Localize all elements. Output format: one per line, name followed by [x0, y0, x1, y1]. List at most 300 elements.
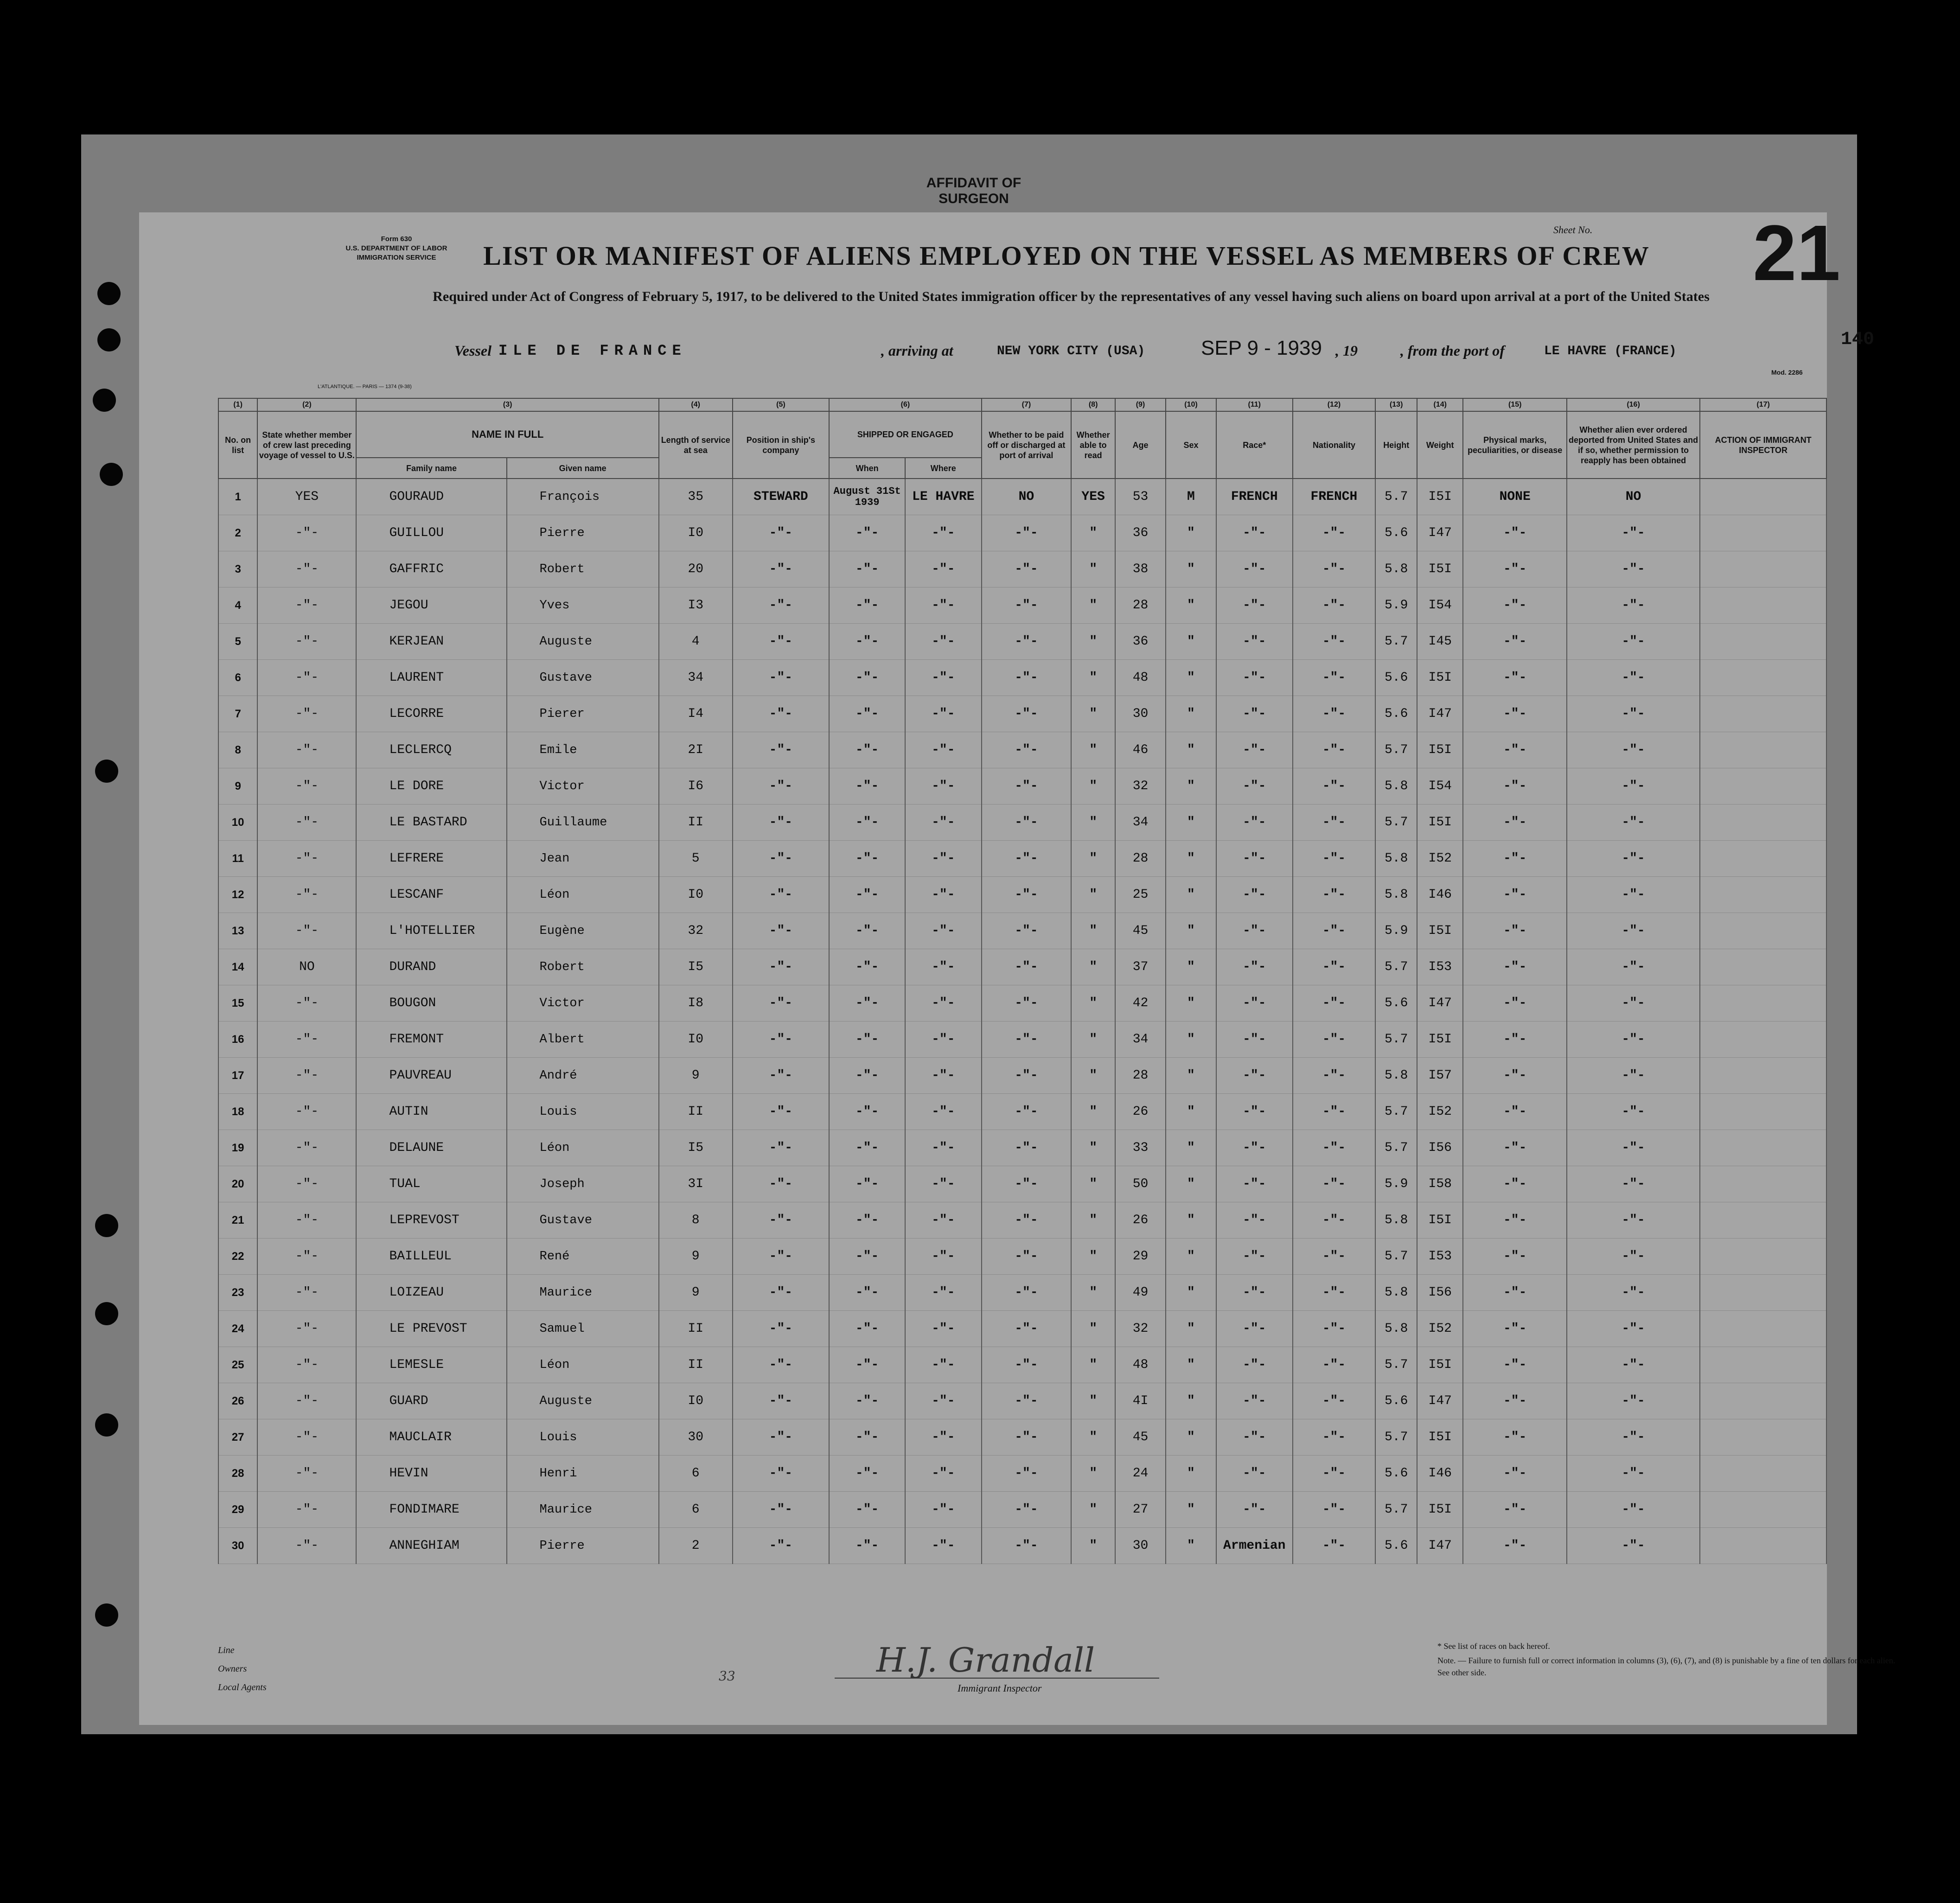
physical-marks-cell: -"- [1463, 588, 1566, 624]
service-length-cell: 6 [659, 1492, 733, 1528]
family-name-cell: LOIZEAU [356, 1275, 506, 1311]
physical-marks-cell: -"- [1463, 913, 1566, 949]
physical-marks-cell: -"- [1463, 1166, 1566, 1202]
inspector-action-cell [1700, 913, 1826, 949]
engaged-where-cell: -"- [905, 805, 982, 841]
physical-marks-cell: -"- [1463, 696, 1566, 732]
race-cell: -"- [1216, 1456, 1293, 1492]
position-cell: -"- [733, 1383, 830, 1419]
colnum-15: (15) [1463, 398, 1566, 411]
height-cell: 5.7 [1375, 624, 1417, 660]
race-cell: -"- [1216, 877, 1293, 913]
weight-cell: I47 [1417, 515, 1463, 551]
header-given-name: Given name [507, 458, 659, 479]
age-cell: 30 [1115, 696, 1166, 732]
deported-cell: -"- [1567, 841, 1700, 877]
sex-cell: " [1166, 841, 1216, 877]
previous-voyage-cell: -"- [257, 1239, 356, 1275]
list-no-cell: 16 [218, 1022, 257, 1058]
position-cell: -"- [733, 877, 830, 913]
deported-cell: -"- [1567, 660, 1700, 696]
nationality-cell: -"- [1293, 877, 1376, 913]
given-name-cell: Maurice [507, 1492, 659, 1528]
list-no-cell: 20 [218, 1166, 257, 1202]
paid-off-cell: NO [982, 479, 1072, 515]
model-number: Mod. 2286 [1771, 369, 1803, 376]
nationality-cell: -"- [1293, 1022, 1376, 1058]
list-no-cell: 8 [218, 732, 257, 768]
height-cell: 5.9 [1375, 588, 1417, 624]
family-name-cell: BOUGON [356, 985, 506, 1022]
height-cell: 5.8 [1375, 877, 1417, 913]
paid-off-cell: -"- [982, 515, 1072, 551]
table-row [218, 696, 1826, 732]
height-cell: 5.7 [1375, 1130, 1417, 1166]
position-cell: -"- [733, 696, 830, 732]
paid-off-cell: -"- [982, 1383, 1072, 1419]
engaged-when-cell: -"- [829, 1383, 905, 1419]
year-label: , 19 [1335, 342, 1358, 359]
age-cell: 29 [1115, 1239, 1166, 1275]
service-length-cell: I8 [659, 985, 733, 1022]
race-cell: -"- [1216, 696, 1293, 732]
family-name-cell: LEFRERE [356, 841, 506, 877]
sex-cell: " [1166, 551, 1216, 588]
able-to-read-cell: " [1071, 1239, 1115, 1275]
inspector-action-cell [1700, 696, 1826, 732]
physical-marks-cell: -"- [1463, 877, 1566, 913]
age-cell: 25 [1115, 877, 1166, 913]
table-row [218, 985, 1826, 1022]
age-cell: 28 [1115, 841, 1166, 877]
given-name-cell: André [507, 1058, 659, 1094]
physical-marks-cell: -"- [1463, 515, 1566, 551]
given-name-cell: Léon [507, 1347, 659, 1383]
inspector-action-cell [1700, 805, 1826, 841]
table-row [218, 1239, 1826, 1275]
inspector-action-cell [1700, 732, 1826, 768]
service-length-cell: 30 [659, 1419, 733, 1456]
engaged-where-cell: -"- [905, 660, 982, 696]
age-cell: 32 [1115, 1311, 1166, 1347]
table-row [218, 732, 1826, 768]
sex-cell: " [1166, 732, 1216, 768]
nationality-cell: -"- [1293, 624, 1376, 660]
nationality-cell: -"- [1293, 1094, 1376, 1130]
height-cell: 5.6 [1375, 696, 1417, 732]
sex-cell: " [1166, 1202, 1216, 1239]
nationality-cell: -"- [1293, 1275, 1376, 1311]
age-cell: 53 [1115, 479, 1166, 515]
height-cell: 5.7 [1375, 479, 1417, 515]
age-cell: 30 [1115, 1528, 1166, 1564]
inspector-action-cell [1700, 1311, 1826, 1347]
sex-cell: " [1166, 1419, 1216, 1456]
paid-off-cell: -"- [982, 1311, 1072, 1347]
sex-cell: M [1166, 479, 1216, 515]
previous-voyage-cell: -"- [257, 1094, 356, 1130]
engaged-where-cell: -"- [905, 624, 982, 660]
table-row [218, 660, 1826, 696]
punch-hole [100, 463, 123, 486]
weight-cell: I5I [1417, 1419, 1463, 1456]
able-to-read-cell: " [1071, 1130, 1115, 1166]
paid-off-cell: -"- [982, 1528, 1072, 1564]
engaged-where-cell: -"- [905, 985, 982, 1022]
position-cell: -"- [733, 1456, 830, 1492]
sex-cell: " [1166, 515, 1216, 551]
column-header-row [218, 411, 1826, 458]
inspector-action-cell [1700, 1275, 1826, 1311]
given-name-cell: Pierre [507, 515, 659, 551]
deported-cell: -"- [1567, 1528, 1700, 1564]
nationality-cell: -"- [1293, 1347, 1376, 1383]
inspector-action-cell [1700, 1419, 1826, 1456]
engaged-where-cell: -"- [905, 1022, 982, 1058]
handwritten-number: 33 [719, 1668, 735, 1684]
engaged-where-cell: -"- [905, 588, 982, 624]
deported-cell: -"- [1567, 1058, 1700, 1094]
deported-cell: -"- [1567, 913, 1700, 949]
engaged-where-cell: -"- [905, 1275, 982, 1311]
height-cell: 5.8 [1375, 1058, 1417, 1094]
colnum-3: (3) [356, 398, 658, 411]
paid-off-cell: -"- [982, 841, 1072, 877]
header-able-to-read: Whether able to read [1071, 411, 1115, 479]
able-to-read-cell: " [1071, 1202, 1115, 1239]
list-no-cell: 29 [218, 1492, 257, 1528]
service-length-cell: I3 [659, 588, 733, 624]
service-length-cell: 20 [659, 551, 733, 588]
engaged-when-cell: -"- [829, 1456, 905, 1492]
age-cell: 4I [1115, 1383, 1166, 1419]
weight-cell: I46 [1417, 877, 1463, 913]
table-row [218, 877, 1826, 913]
engaged-when-cell: -"- [829, 1094, 905, 1130]
engaged-when-cell: -"- [829, 768, 905, 805]
inspector-action-cell [1700, 1239, 1826, 1275]
weight-cell: I56 [1417, 1275, 1463, 1311]
race-cell: -"- [1216, 768, 1293, 805]
family-name-cell: AUTIN [356, 1094, 506, 1130]
height-cell: 5.8 [1375, 551, 1417, 588]
list-no-cell: 12 [218, 877, 257, 913]
weight-cell: I52 [1417, 841, 1463, 877]
age-cell: 28 [1115, 588, 1166, 624]
sex-cell: " [1166, 985, 1216, 1022]
crew-count: 140 [1841, 329, 1875, 350]
manifest-footer [218, 1631, 1896, 1715]
height-cell: 5.6 [1375, 985, 1417, 1022]
nationality-cell: -"- [1293, 768, 1376, 805]
position-cell: -"- [733, 1492, 830, 1528]
family-name-cell: ANNEGHIAM [356, 1528, 506, 1564]
colnum-9: (9) [1115, 398, 1166, 411]
race-cell: -"- [1216, 1202, 1293, 1239]
nationality-cell: -"- [1293, 949, 1376, 985]
engaged-when-cell: -"- [829, 985, 905, 1022]
engaged-where-cell: -"- [905, 1094, 982, 1130]
able-to-read-cell: " [1071, 1058, 1115, 1094]
family-name-cell: LEPREVOST [356, 1202, 506, 1239]
engaged-where-cell: -"- [905, 1419, 982, 1456]
weight-cell: I47 [1417, 696, 1463, 732]
inspector-action-cell [1700, 768, 1826, 805]
given-name-cell: Pierre [507, 1528, 659, 1564]
previous-voyage-cell: -"- [257, 1130, 356, 1166]
given-name-cell: Louis [507, 1094, 659, 1130]
table-row [218, 624, 1826, 660]
previous-voyage-cell: -"- [257, 624, 356, 660]
sex-cell: " [1166, 949, 1216, 985]
age-cell: 49 [1115, 1275, 1166, 1311]
physical-marks-cell: -"- [1463, 624, 1566, 660]
family-name-cell: GOURAUD [356, 479, 506, 515]
punch-hole [95, 1214, 118, 1237]
deported-cell: -"- [1567, 1347, 1700, 1383]
family-name-cell: L'HOTELLIER [356, 913, 506, 949]
service-length-cell: I0 [659, 515, 733, 551]
header-nationality: Nationality [1293, 411, 1376, 479]
position-cell: -"- [733, 1166, 830, 1202]
service-length-cell: 2 [659, 1528, 733, 1564]
service-length-cell: I0 [659, 877, 733, 913]
family-name-cell: TUAL [356, 1166, 506, 1202]
age-cell: 34 [1115, 1022, 1166, 1058]
paid-off-cell: -"- [982, 1492, 1072, 1528]
position-cell: -"- [733, 985, 830, 1022]
table-row [218, 913, 1826, 949]
service-length-cell: II [659, 1347, 733, 1383]
position-cell: -"- [733, 1275, 830, 1311]
list-no-cell: 4 [218, 588, 257, 624]
position-cell: -"- [733, 1022, 830, 1058]
vessel-row [454, 329, 1875, 365]
family-name-cell: FONDIMARE [356, 1492, 506, 1528]
header-family-name: Family name [356, 458, 506, 479]
engaged-where-cell: -"- [905, 515, 982, 551]
inspector-action-cell [1700, 841, 1826, 877]
weight-cell: I5I [1417, 551, 1463, 588]
list-no-cell: 7 [218, 696, 257, 732]
table-row [218, 1094, 1826, 1130]
height-cell: 5.8 [1375, 1311, 1417, 1347]
race-cell: -"- [1216, 1239, 1293, 1275]
table-row [218, 1419, 1826, 1456]
sex-cell: " [1166, 588, 1216, 624]
given-name-cell: René [507, 1239, 659, 1275]
position-cell: -"- [733, 1094, 830, 1130]
given-name-cell: Robert [507, 949, 659, 985]
manifest-rows [218, 479, 1826, 1564]
position-cell: -"- [733, 1347, 830, 1383]
height-cell: 5.7 [1375, 949, 1417, 985]
engaged-when-cell: -"- [829, 732, 905, 768]
given-name-cell: Guillaume [507, 805, 659, 841]
physical-marks-cell: -"- [1463, 1202, 1566, 1239]
physical-marks-cell: -"- [1463, 1419, 1566, 1456]
age-cell: 26 [1115, 1094, 1166, 1130]
previous-voyage-cell: -"- [257, 660, 356, 696]
inspector-action-cell [1700, 1022, 1826, 1058]
weight-cell: I5I [1417, 660, 1463, 696]
nationality-cell: -"- [1293, 1058, 1376, 1094]
sex-cell: " [1166, 696, 1216, 732]
sex-cell: " [1166, 805, 1216, 841]
table-row [218, 588, 1826, 624]
able-to-read-cell: " [1071, 588, 1115, 624]
table-row [218, 1456, 1826, 1492]
punch-hole [95, 1603, 118, 1627]
age-cell: 32 [1115, 768, 1166, 805]
position-cell: -"- [733, 805, 830, 841]
service-length-cell: 4 [659, 624, 733, 660]
sex-cell: " [1166, 1456, 1216, 1492]
sex-cell: " [1166, 1239, 1216, 1275]
nationality-cell: -"- [1293, 913, 1376, 949]
family-name-cell: JEGOU [356, 588, 506, 624]
list-no-cell: 22 [218, 1239, 257, 1275]
inspector-label: Immigrant Inspector [958, 1682, 1042, 1694]
list-no-cell: 11 [218, 841, 257, 877]
list-no-cell: 5 [218, 624, 257, 660]
table-row [218, 551, 1826, 588]
race-cell: -"- [1216, 1383, 1293, 1419]
position-cell: -"- [733, 624, 830, 660]
able-to-read-cell: " [1071, 660, 1115, 696]
list-no-cell: 23 [218, 1275, 257, 1311]
family-name-cell: LAURENT [356, 660, 506, 696]
given-name-cell: Yves [507, 588, 659, 624]
engaged-when-cell: -"- [829, 877, 905, 913]
list-no-cell: 26 [218, 1383, 257, 1419]
family-name-cell: LE BASTARD [356, 805, 506, 841]
able-to-read-cell: " [1071, 1094, 1115, 1130]
table-row [218, 1383, 1826, 1419]
colnum-5: (5) [733, 398, 830, 411]
punch-hole [93, 389, 116, 412]
position-cell: -"- [733, 1058, 830, 1094]
colnum-17: (17) [1700, 398, 1826, 411]
deported-cell: -"- [1567, 624, 1700, 660]
able-to-read-cell: " [1071, 1022, 1115, 1058]
weight-cell: I5I [1417, 479, 1463, 515]
engaged-where-cell: -"- [905, 1347, 982, 1383]
engaged-where-cell: -"- [905, 1492, 982, 1528]
punch-hole [95, 1413, 118, 1437]
service-length-cell: II [659, 805, 733, 841]
engaged-when-cell: -"- [829, 696, 905, 732]
engaged-where-cell: -"- [905, 1202, 982, 1239]
sex-cell: " [1166, 877, 1216, 913]
given-name-cell: Emile [507, 732, 659, 768]
engaged-where-cell: -"- [905, 1166, 982, 1202]
service-length-cell: I6 [659, 768, 733, 805]
previous-voyage-cell: -"- [257, 1347, 356, 1383]
able-to-read-cell: " [1071, 1275, 1115, 1311]
colnum-12: (12) [1293, 398, 1376, 411]
engaged-where-cell: -"- [905, 949, 982, 985]
paid-off-cell: -"- [982, 1022, 1072, 1058]
able-to-read-cell: " [1071, 1383, 1115, 1419]
engaged-when-cell: -"- [829, 1058, 905, 1094]
affidavit-label: AFFIDAVIT OF SURGEON [926, 175, 1021, 206]
engaged-where-cell: -"- [905, 551, 982, 588]
able-to-read-cell: " [1071, 1347, 1115, 1383]
height-cell: 5.6 [1375, 660, 1417, 696]
engaged-when-cell: -"- [829, 1311, 905, 1347]
previous-voyage-cell: -"- [257, 805, 356, 841]
header-sex: Sex [1166, 411, 1216, 479]
engaged-when-cell: -"- [829, 1419, 905, 1456]
given-name-cell: Léon [507, 877, 659, 913]
table-row [218, 1311, 1826, 1347]
deported-cell: -"- [1567, 1094, 1700, 1130]
race-cell: -"- [1216, 805, 1293, 841]
race-cell: -"- [1216, 515, 1293, 551]
race-cell: -"- [1216, 1058, 1293, 1094]
engaged-when-cell: -"- [829, 624, 905, 660]
physical-marks-cell: NONE [1463, 479, 1566, 515]
physical-marks-cell: -"- [1463, 1456, 1566, 1492]
family-name-cell: GUILLOU [356, 515, 506, 551]
given-name-cell: Eugène [507, 913, 659, 949]
engaged-when-cell: -"- [829, 1528, 905, 1564]
engaged-where-cell: -"- [905, 1311, 982, 1347]
given-name-cell: Maurice [507, 1275, 659, 1311]
paid-off-cell: -"- [982, 768, 1072, 805]
paid-off-cell: -"- [982, 624, 1072, 660]
weight-cell: I5I [1417, 1202, 1463, 1239]
height-cell: 5.8 [1375, 1202, 1417, 1239]
engaged-when-cell: -"- [829, 1239, 905, 1275]
nationality-cell: -"- [1293, 1130, 1376, 1166]
previous-voyage-cell: -"- [257, 1022, 356, 1058]
physical-marks-cell: -"- [1463, 1311, 1566, 1347]
nationality-cell: -"- [1293, 841, 1376, 877]
engaged-when-cell: -"- [829, 1202, 905, 1239]
inspector-action-cell [1700, 1347, 1826, 1383]
engaged-when-cell: -"- [829, 841, 905, 877]
nationality-cell: -"- [1293, 805, 1376, 841]
document-title: LIST OR MANIFEST OF ALIENS EMPLOYED ON THE VESSEL AS MEMBERS OF CREW [483, 241, 1650, 271]
position-cell: -"- [733, 913, 830, 949]
family-name-cell: LE DORE [356, 768, 506, 805]
weight-cell: I47 [1417, 1528, 1463, 1564]
colnum-14: (14) [1417, 398, 1463, 411]
position-cell: -"- [733, 768, 830, 805]
age-cell: 45 [1115, 1419, 1166, 1456]
penalty-note: Note. — Failure to furnish full or correct information in columns (3), (6), (7), and (8) is punishable by a fine of ten dollars for each alien. See other side. [1437, 1656, 1896, 1677]
race-cell: -"- [1216, 624, 1293, 660]
inspector-action-cell [1700, 588, 1826, 624]
nationality-cell: -"- [1293, 1456, 1376, 1492]
previous-voyage-cell: -"- [257, 768, 356, 805]
deported-cell: -"- [1567, 949, 1700, 985]
paid-off-cell: -"- [982, 1058, 1072, 1094]
physical-marks-cell: -"- [1463, 1094, 1566, 1130]
paid-off-cell: -"- [982, 1130, 1072, 1166]
position-cell: -"- [733, 841, 830, 877]
nationality-cell: -"- [1293, 660, 1376, 696]
age-cell: 46 [1115, 732, 1166, 768]
weight-cell: I52 [1417, 1094, 1463, 1130]
height-cell: 5.8 [1375, 768, 1417, 805]
height-cell: 5.9 [1375, 1166, 1417, 1202]
physical-marks-cell: -"- [1463, 1022, 1566, 1058]
engaged-where-cell: -"- [905, 1058, 982, 1094]
age-cell: 48 [1115, 660, 1166, 696]
